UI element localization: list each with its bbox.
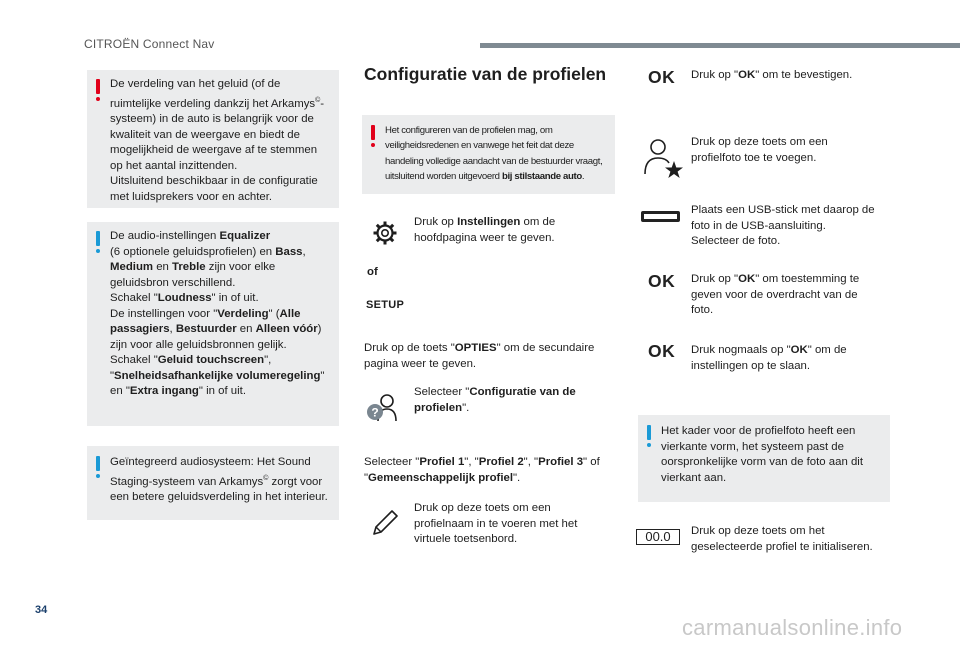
ok-button[interactable]: OK <box>648 341 676 361</box>
info-text: De audio-instellingen Equalizer (6 optionele geluidsprofielen) en Bass, Medium en Treble zijn voor elke geluidsbron verschillend. Schakel "Loudness" in of uit. De instellingen voor "Verdeling" (Alle passagiers, Bestuurder en Alleen vóór) zijn voor alle geluidsbronnen gelijk. Schakel "Geluid touchscreen", "Snelheidsafhankelijke volumeregeling" en "Extra ingang" in of uit. <box>110 230 325 397</box>
step-save-text: Druk nogmaals op "OK" om de instellingen op te slaan. <box>691 344 847 372</box>
setup-button[interactable]: SETUP <box>366 299 405 311</box>
step-reset-text: Druk op deze toets om het geselecteerde profiel te initialiseren. <box>691 525 873 553</box>
pencil-icon[interactable] <box>370 508 400 538</box>
page-number: 34 <box>35 604 48 616</box>
info-box-arkamys <box>87 446 339 520</box>
step-confirm-text: Druk op "OK" om te bevestigen. <box>691 69 853 81</box>
warning-box-sound-distribution <box>87 70 339 208</box>
warning-icon <box>96 79 100 94</box>
header-bar <box>480 43 960 48</box>
step-photo-text: Druk op deze toets om een profielfoto toe te voegen. <box>691 136 828 164</box>
step-options-text: Druk op de toets "OPTIES" om de secundaire pagina weer te geven. <box>364 342 595 370</box>
warning-text: Het configureren van de profielen mag, om veiligheidsredenen en vanwege het feit dat deze handeling volledige aandacht van de bestuurder vraagt, uitsluitend worden uitgevoerd bij stilstaande auto. <box>385 125 603 183</box>
reset-profile-button[interactable]: 00.0 <box>636 529 680 545</box>
header-title: CITROËN Connect Nav <box>84 37 215 51</box>
warning-icon <box>371 125 375 140</box>
info-icon <box>647 425 651 440</box>
step-usb-text: Plaats een USB-stick met daarop de foto in de USB-aansluiting. Selecteer de foto. <box>691 204 875 248</box>
info-icon <box>96 231 100 246</box>
info-text: Geïntegreerd audiosysteem: Het Sound Staging-systeem van Arkamys© zorgt voor een betere geluidsverdeling in het interieur. <box>110 456 328 503</box>
info-icon <box>96 456 100 471</box>
warning-text: De verdeling van het geluid (of de ruimtelijke verdeling dankzij het Arkamys©- systeem) in de auto is belangrijk voor de kwaliteit van de weergave en biedt de mogelijkheid de weergave af te stemmen op het aantal inzittenden. Uitsluitend beschikbaar in de configuratie met luidsprekers voor en achter. <box>110 78 325 203</box>
info-text: Het kader voor de profielfoto heeft een vierkante vorm, het systeem past de oorspronkelijke vorm van de foto aan dit vierkant aan. <box>661 425 863 484</box>
step-select-profile-text: Selecteer "Profiel 1", "Profiel 2", "Profiel 3" of "Gemeenschappelijk profiel". <box>364 456 600 484</box>
watermark: carmanualsonline.info <box>682 615 903 640</box>
step-settings-text: Druk op Instellingen om de hoofdpagina weer te geven. <box>414 216 556 244</box>
svg-text:?: ? <box>371 405 379 420</box>
ok-button[interactable]: OK <box>648 271 676 291</box>
profile-photo-icon[interactable] <box>640 138 684 178</box>
section-title: Configuratie van de profielen <box>364 64 607 84</box>
info-box-photo-frame <box>638 415 890 502</box>
info-box-audio-settings <box>87 222 339 426</box>
step-profile-name-text: Druk op deze toets om een profielnaam in te voeren met het virtuele toetsenbord. <box>414 502 578 546</box>
warning-box-profiles <box>362 115 615 194</box>
or-label: of <box>367 266 378 278</box>
gear-icon[interactable] <box>372 220 398 246</box>
usb-icon[interactable] <box>641 211 680 222</box>
profile-question-icon[interactable] <box>366 393 402 425</box>
step-allow-transfer-text: Druk op "OK" om toestemming te geven voor de overdracht van de foto. <box>691 273 860 317</box>
ok-button[interactable]: OK <box>648 67 676 87</box>
step-select-config-text: Selecteer "Configuratie van de profielen". <box>414 386 576 414</box>
